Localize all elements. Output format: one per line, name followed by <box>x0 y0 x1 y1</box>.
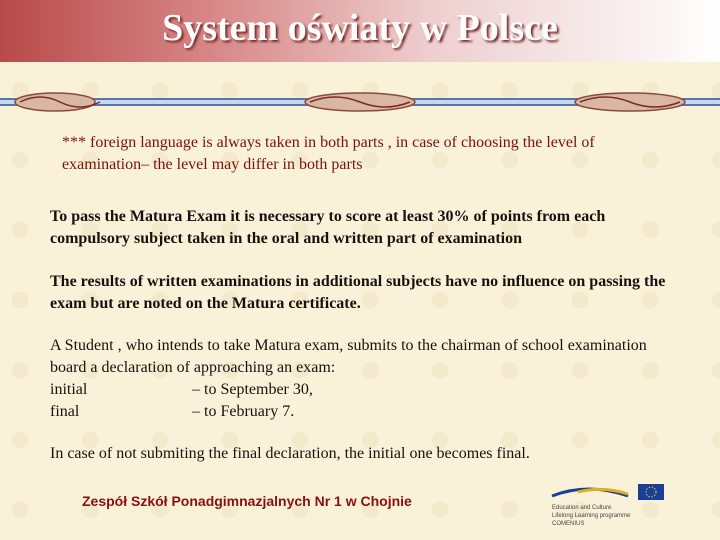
deadline-row-initial <box>50 379 670 401</box>
declaration-intro: A Student , who intends to take Matura exam, submits to the chairman of school examination board a declaration of approaching an exam: <box>50 337 647 376</box>
logo-line-1: Education and Culture <box>552 505 612 511</box>
deadline-label: initial <box>50 381 88 398</box>
deadline-label: final <box>50 403 80 420</box>
logo-line-2: Lifelong Learning programme <box>552 513 631 519</box>
title-banner <box>0 0 720 62</box>
deadline-row-final <box>50 401 670 423</box>
slide-title: System oświaty w Polsce <box>162 7 558 49</box>
deadline-value: – to September 30, <box>192 381 313 398</box>
additional-subjects-paragraph: The results of written examinations in additional subjects have no influence on passing the exam but are noted on the Matura certificate. <box>50 273 666 312</box>
eu-comenius-logo <box>548 482 668 526</box>
final-declaration-paragraph: In case of not submiting the final declaration, the initial one becomes final. <box>50 445 530 462</box>
declaration-paragraph <box>50 335 670 423</box>
passing-threshold-paragraph: To pass the Matura Exam it is necessary to score at least 30% of points from each compulsory subject taken in the oral and written part of examination <box>50 208 606 247</box>
foreign-language-note: *** foreign language is always taken in both parts , in case of choosing the level of examination– the level may differ in both parts <box>62 134 595 173</box>
logo-line-3: COMENIUS <box>552 521 585 526</box>
deadline-value: – to February 7. <box>192 403 295 420</box>
school-name: Zespół Szkół Ponadgimnazjalnych Nr 1 w Chojnie <box>82 493 412 509</box>
ornamental-divider <box>0 90 720 114</box>
